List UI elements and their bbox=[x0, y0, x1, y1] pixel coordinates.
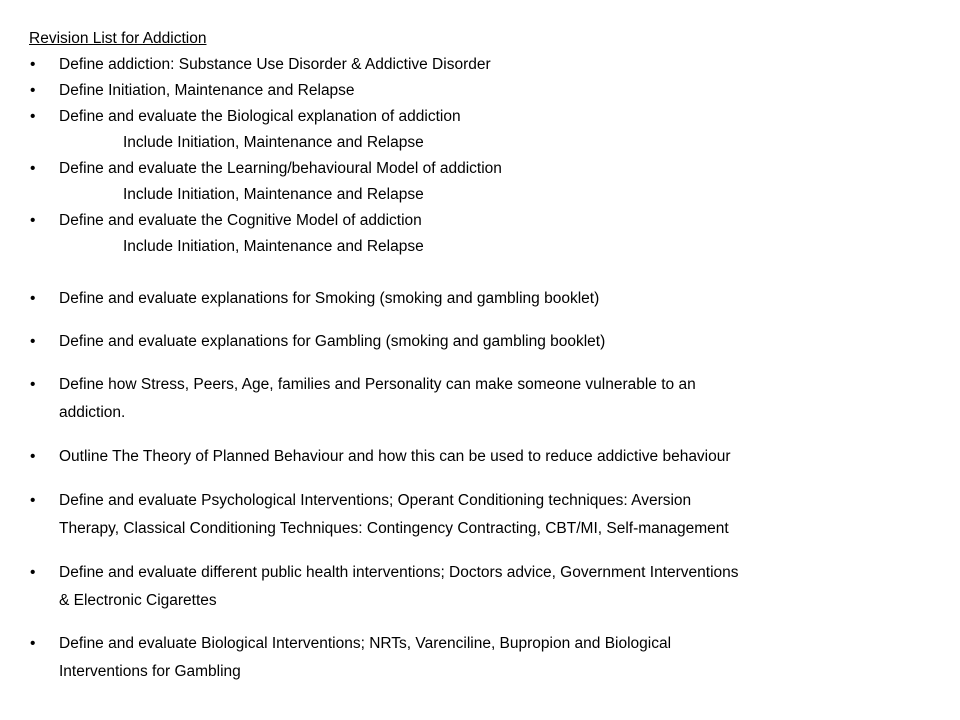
bullet-icon: • bbox=[30, 448, 36, 465]
list-item-text: Define addiction: Substance Use Disorder & Addictive Disorder bbox=[59, 56, 491, 73]
bullet-icon: • bbox=[30, 333, 36, 350]
list-item-subtext: Include Initiation, Maintenance and Relapse bbox=[123, 134, 424, 151]
list-item-subtext: Include Initiation, Maintenance and Relapse bbox=[123, 238, 424, 255]
page-title: Revision List for Addiction bbox=[29, 30, 207, 47]
bullet-icon: • bbox=[30, 492, 36, 509]
bullet-icon: • bbox=[30, 108, 36, 125]
list-item-text: Define and evaluate Biological Interventions; NRTs, Varenciline, Bupropion and Biological bbox=[59, 635, 672, 652]
list-item-text: Define and evaluate different public health interventions; Doctors advice, Government Interventions bbox=[59, 564, 739, 581]
bullet-icon: • bbox=[30, 635, 36, 652]
list-item-text-continued: Therapy, Classical Conditioning Techniques: Contingency Contracting, CBT/MI, Self-management bbox=[59, 520, 729, 537]
list-item-text: Outline The Theory of Planned Behaviour and how this can be used to reduce addictive behaviour bbox=[59, 448, 731, 465]
bullet-icon: • bbox=[30, 212, 36, 229]
list-item-subtext: Include Initiation, Maintenance and Relapse bbox=[123, 186, 424, 203]
list-item-text: Define and evaluate explanations for Gambling (smoking and gambling booklet) bbox=[59, 333, 606, 350]
bullet-icon: • bbox=[30, 82, 36, 99]
bullet-icon: • bbox=[30, 56, 36, 73]
list-item-text-continued: addiction. bbox=[59, 404, 126, 421]
list-item-text-continued: Interventions for Gambling bbox=[59, 663, 241, 680]
list-item-text-continued: & Electronic Cigarettes bbox=[59, 592, 217, 609]
bullet-icon: • bbox=[30, 290, 36, 307]
list-item-text: Define Initiation, Maintenance and Relapse bbox=[59, 82, 355, 99]
bullet-icon: • bbox=[30, 564, 36, 581]
list-item-text: Define and evaluate the Learning/behavioural Model of addiction bbox=[59, 160, 502, 177]
list-item-text: Define how Stress, Peers, Age, families and Personality can make someone vulnerable to an bbox=[59, 376, 696, 393]
list-item-text: Define and evaluate the Biological explanation of addiction bbox=[59, 108, 461, 125]
list-item-text: Define and evaluate explanations for Smoking (smoking and gambling booklet) bbox=[59, 290, 600, 307]
bullet-icon: • bbox=[30, 160, 36, 177]
list-item-text: Define and evaluate Psychological Interventions; Operant Conditioning techniques: Aversion bbox=[59, 492, 692, 509]
list-item-text: Define and evaluate the Cognitive Model of addiction bbox=[59, 212, 422, 229]
bullet-icon: • bbox=[30, 376, 36, 393]
